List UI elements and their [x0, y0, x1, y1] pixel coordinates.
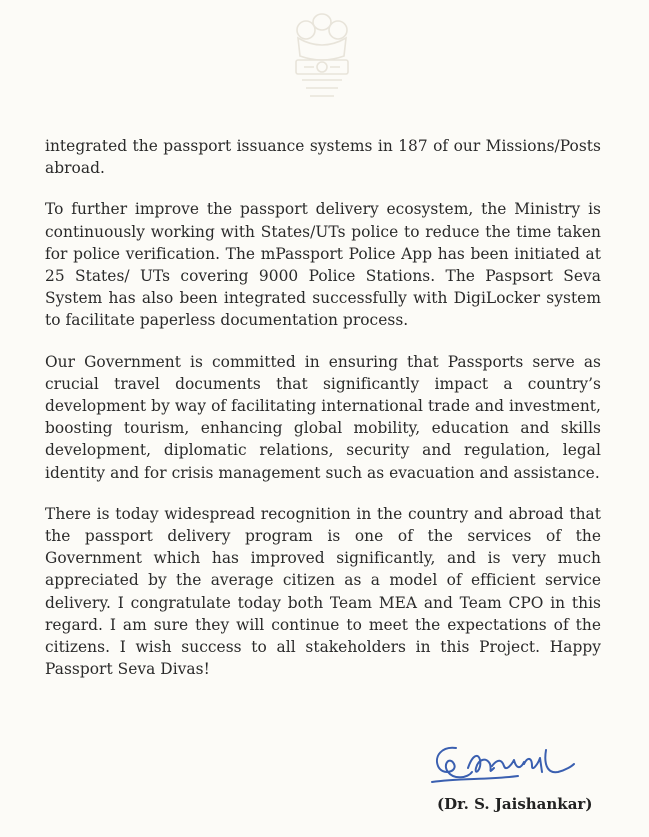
- signatory-name: (Dr. S. Jaishankar): [437, 795, 593, 813]
- handwritten-signature: [428, 742, 578, 792]
- paragraph-recognition: There is today widespread recognition in the country and abroad that the passport delivery program is one of the services of the Government which has improved significantly, and is very much appreciated by the average citizen as a model of efficient service delivery. I congratulate today both Team MEA and Team CPO in this regard. I am sure they will continue to meet the expectations of the citizens. I wish success to all stakeholders in this Project. Happy Passport Seva Divas!: [45, 504, 601, 679]
- paragraph-continuation: integrated the passport issuance systems in 187 of our Missions/Posts abroad.: [45, 137, 601, 178]
- paragraph-delivery-ecosystem: To further improve the passport delivery ecosystem, the Ministry is continuously working with States/UTs police to reduce the time taken for police verification. The mPassport Police App has been initiated at 25 States/ UTs covering 9000 Police Stations. The Paspsort Seva System has also been integrated successfully with DigiLocker system to facilitate paperless documentation process.: [45, 200, 601, 330]
- state-emblem-icon: [282, 8, 362, 116]
- paragraph-government-commitment: Our Government is committed in ensuring that Passports serve as crucial travel documents that significantly impact a country’s development by way of facilitating international trade and investment, boosting tourism, enhancing global mobility, education and skills development, diplomatic relations, security and regulation, legal identity and for crisis management such as evacuation and assistance.: [45, 352, 601, 482]
- letter-body: [45, 135, 601, 699]
